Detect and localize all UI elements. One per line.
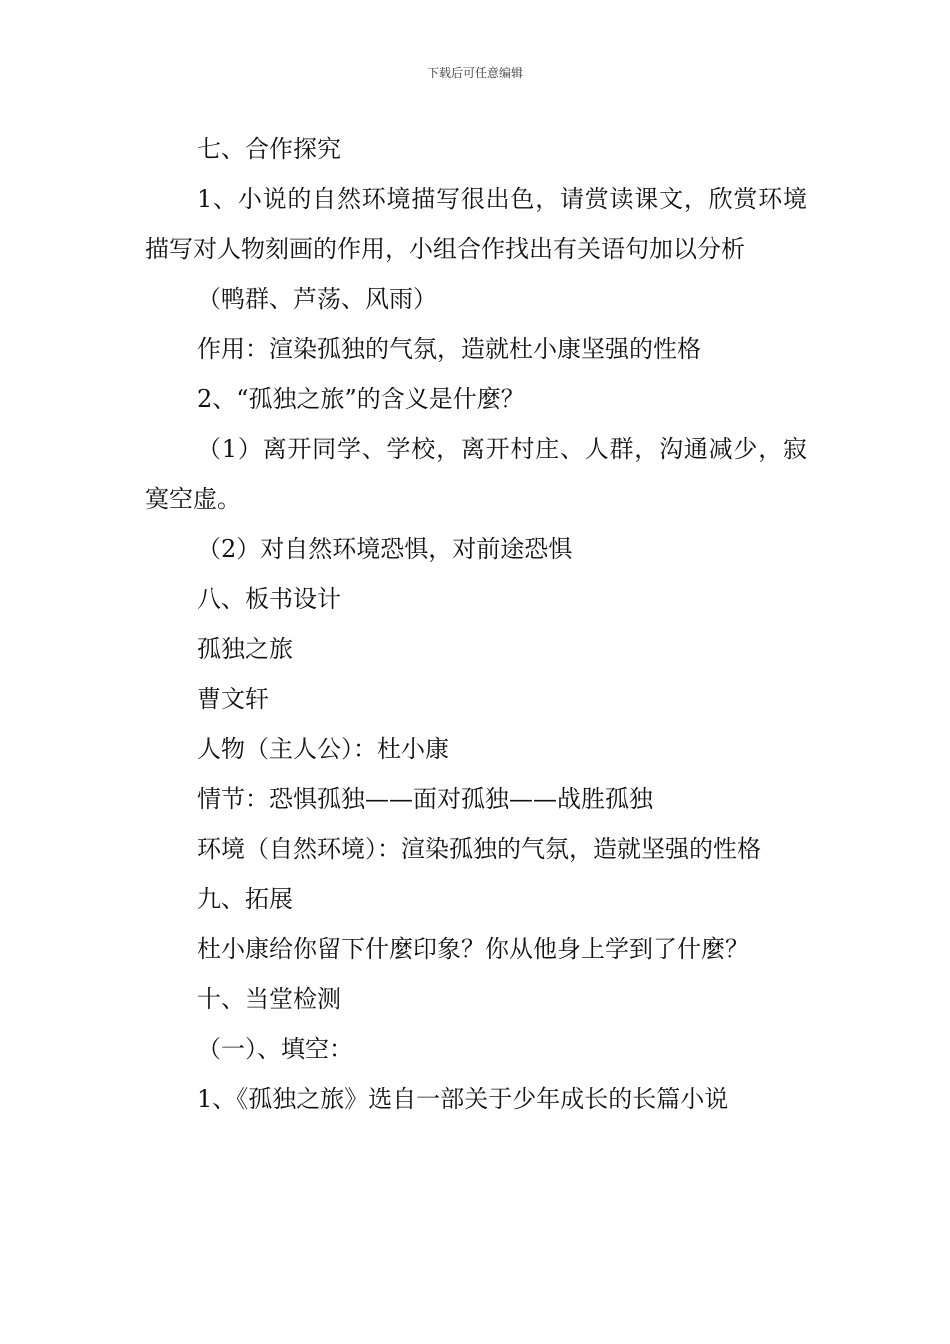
question-paragraph: 1、小说的自然环境描写很出色，请赏读课文，欣赏环境描写对人物刻画的作用，小组合作找出有关语句加以分析 bbox=[145, 185, 807, 263]
paragraph: 人物（主人公）：杜小康 bbox=[197, 735, 449, 763]
paragraph: 情节：恐惧孤独——面对孤独——战胜孤独 bbox=[197, 785, 653, 813]
paragraph: （2）对自然环境恐惧，对前途恐惧 bbox=[197, 535, 573, 563]
question-paragraph: 2、“孤独之旅”的含义是什麼？ bbox=[197, 385, 525, 413]
question-paragraph: 杜小康给你留下什麼印象？你从他身上学到了什麼？ bbox=[197, 935, 749, 963]
paragraph: （鸭群、芦荡、风雨） bbox=[197, 285, 437, 313]
paragraph: 作用：渲染孤独的气氛，造就杜小康坚强的性格 bbox=[197, 335, 701, 363]
document-body bbox=[145, 124, 807, 1124]
section-heading-extension: 九、拓展 bbox=[197, 885, 293, 913]
section-heading-cooperation: 七、合作探究 bbox=[197, 135, 341, 163]
paragraph: 曹文轩 bbox=[197, 685, 269, 713]
paragraph: 环境（自然环境）：渲染孤独的气氛，造就坚强的性格 bbox=[197, 835, 761, 863]
section-heading-board-design: 八、板书设计 bbox=[197, 585, 341, 613]
page-header: 下载后可任意编辑 bbox=[426, 66, 523, 80]
paragraph: 孤独之旅 bbox=[197, 635, 293, 663]
section-heading-test: 十、当堂检测 bbox=[197, 985, 341, 1013]
question-paragraph: 1、《孤独之旅》选自一部关于少年成长的长篇小说 bbox=[197, 1085, 729, 1113]
paragraph: （一）、填空： bbox=[197, 1035, 353, 1063]
paragraph: （1）离开同学、学校，离开村庄、人群，沟通减少，寂寞空虚。 bbox=[145, 435, 807, 513]
